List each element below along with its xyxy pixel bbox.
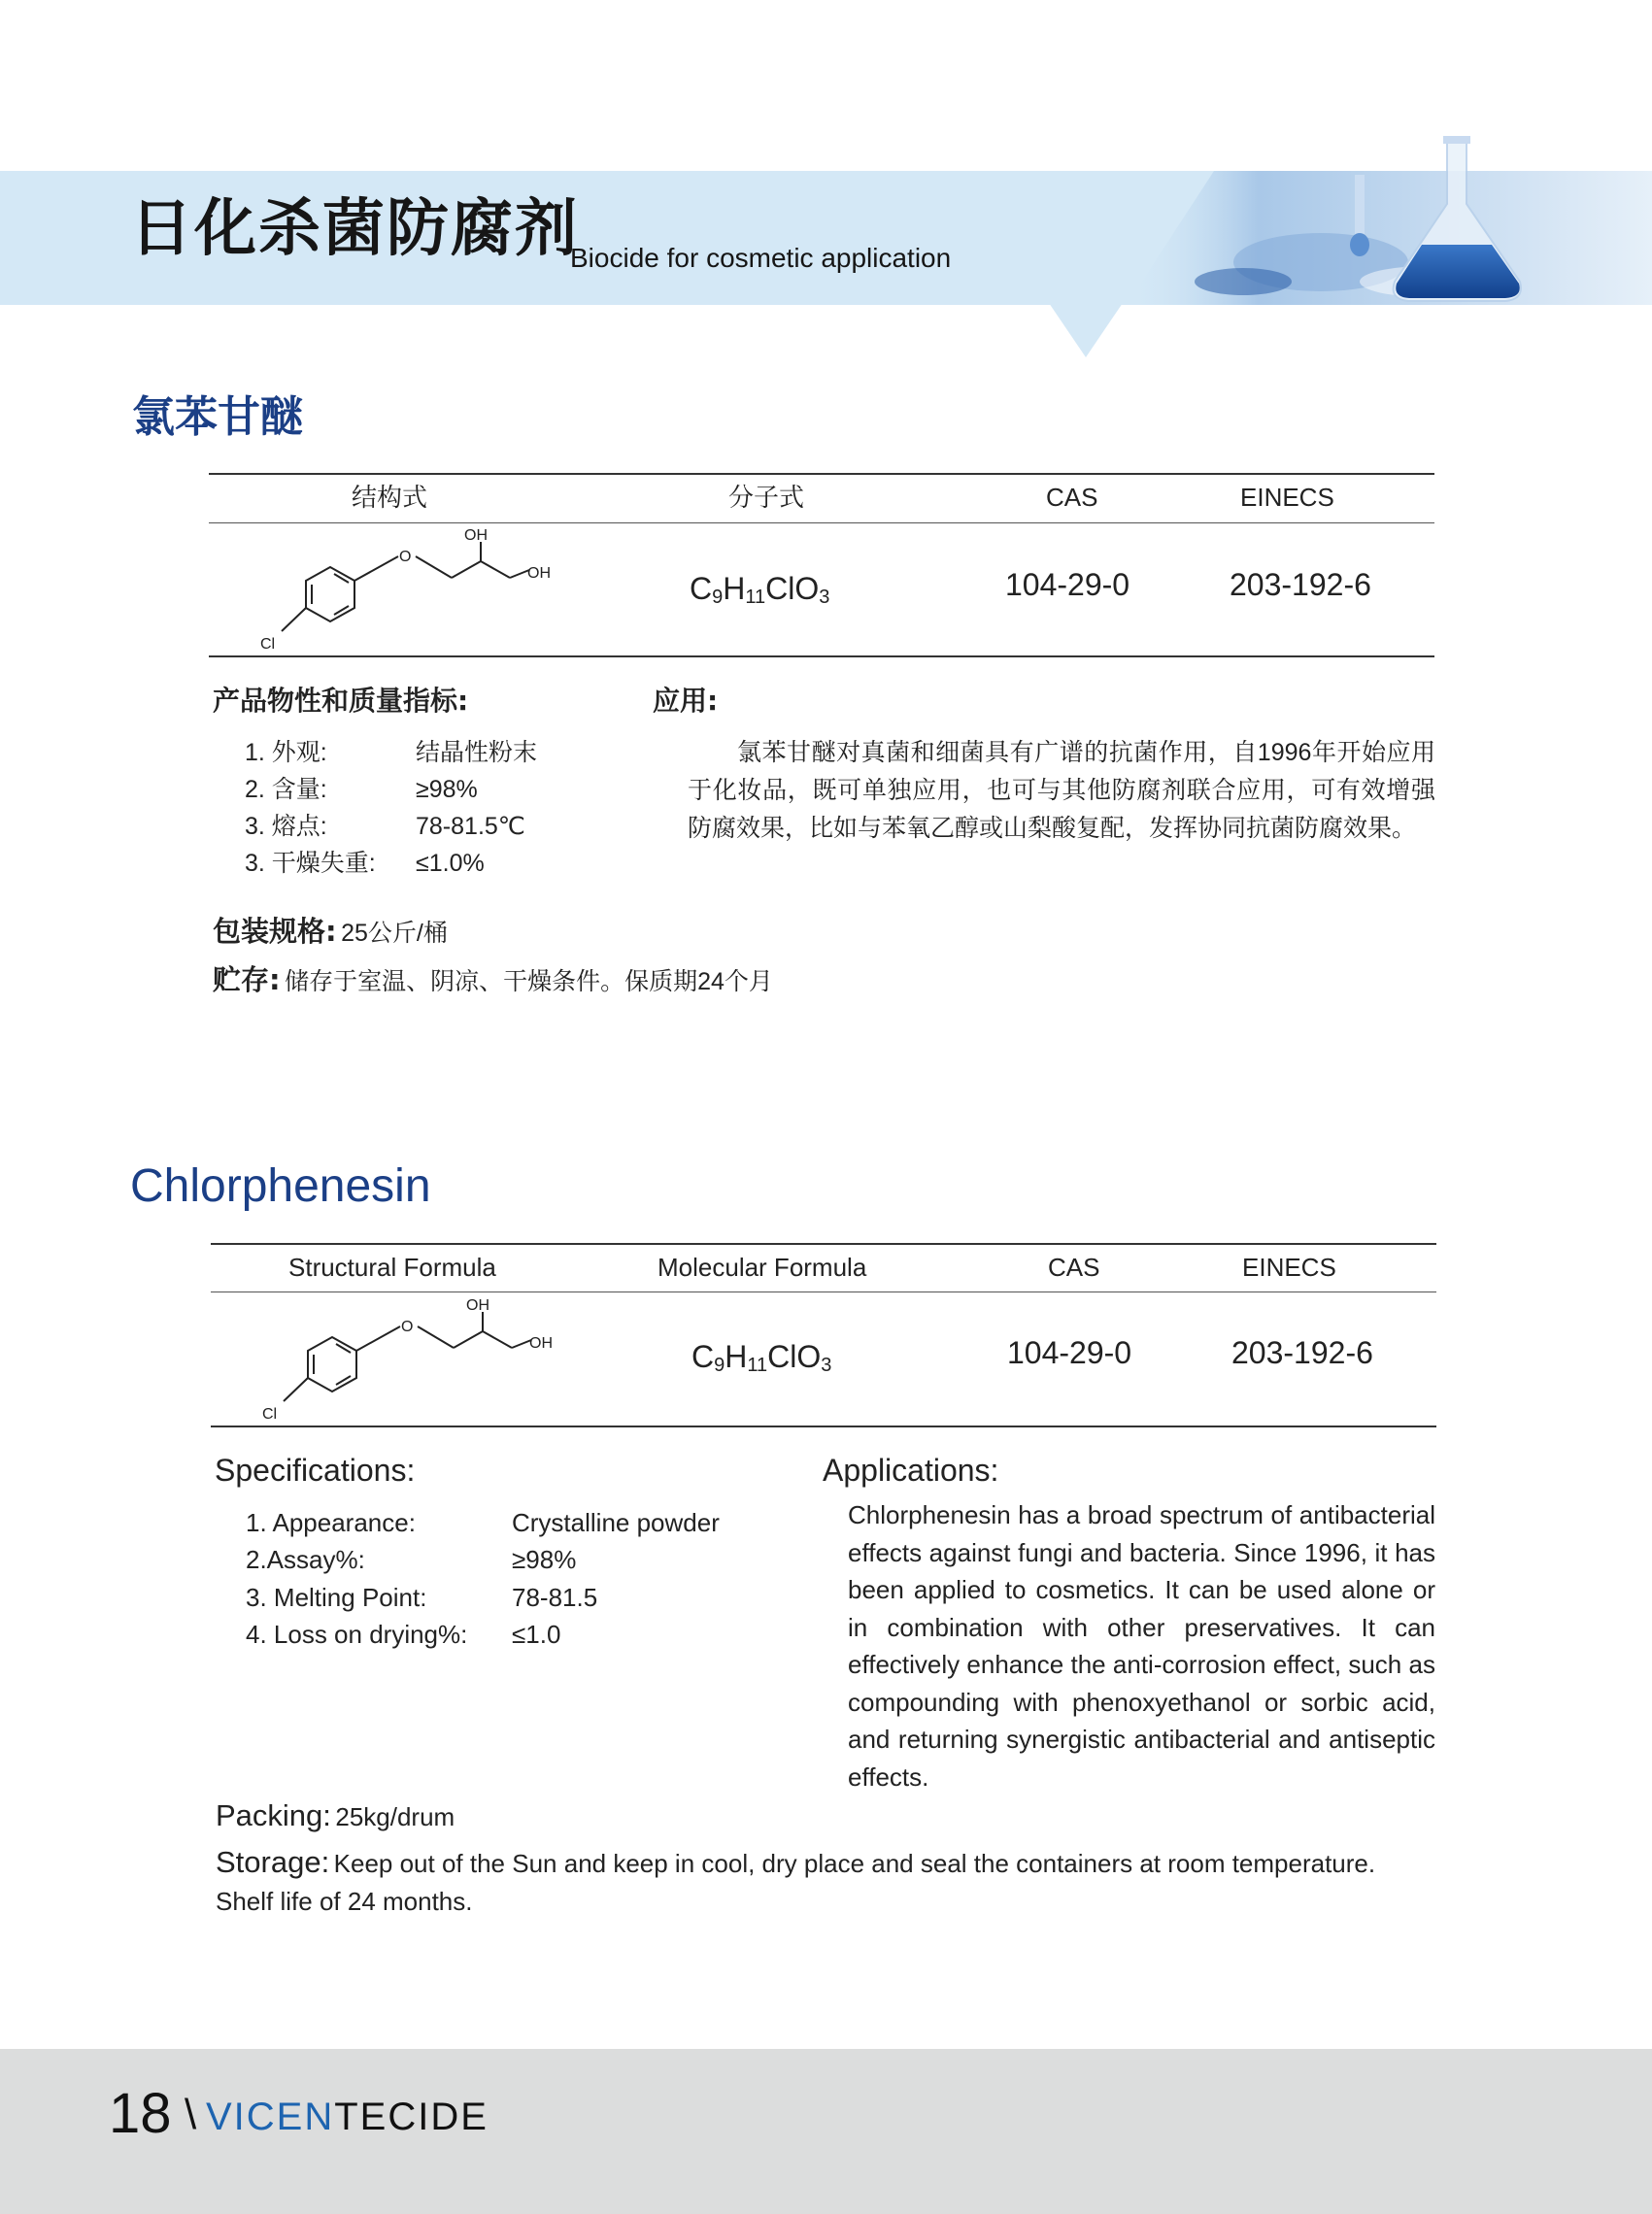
cn-struct-oh-top: OH bbox=[464, 527, 488, 544]
brand-part-1: VICEN bbox=[206, 2096, 335, 2138]
header-title-cn: 日化杀菌防腐剂 bbox=[130, 193, 579, 265]
page-number: 18 bbox=[109, 2082, 172, 2145]
en-th-structure: Structural Formula bbox=[288, 1253, 496, 1282]
en-packing-label: Packing: bbox=[216, 1798, 331, 1832]
en-struct-o: O bbox=[401, 1319, 414, 1335]
en-table-top-rule bbox=[211, 1243, 1436, 1245]
en-th-einecs: EINECS bbox=[1242, 1253, 1336, 1282]
cn-applications-text: 氯苯甘醚对真菌和细菌具有广谱的抗菌作用，自1996年开始应用于化妆品，既可单独应用，也可与其他防腐剂联合应用，可有效增强防腐效果，比如与苯氧乙醇或山梨酸复配，发挥协同抗菌防腐效果。 bbox=[688, 739, 1435, 842]
cn-applications-heading: 应用: bbox=[653, 685, 719, 717]
cn-einecs-value: 203-192-6 bbox=[1230, 567, 1371, 602]
en-packing bbox=[216, 1798, 455, 1833]
cn-spec-value: ≥98% bbox=[416, 776, 478, 803]
cn-struct-oh-right: OH bbox=[527, 565, 551, 582]
cn-th-structure: 结构式 bbox=[352, 483, 428, 512]
header-notch bbox=[1049, 303, 1123, 357]
en-spec-label: 1. Appearance: bbox=[246, 1508, 416, 1537]
cn-spec-value: 结晶性粉末 bbox=[416, 739, 538, 766]
en-table-bottom-rule bbox=[211, 1426, 1436, 1427]
cn-spec-label: 3. 熔点: bbox=[245, 813, 327, 840]
en-spec-value: ≤1.0 bbox=[512, 1620, 561, 1649]
cn-section-title: 氯苯甘醚 bbox=[132, 392, 303, 442]
cn-packing-label: 包装规格: bbox=[213, 915, 337, 948]
cn-th-cas: CAS bbox=[1046, 483, 1098, 512]
cn-structure-diagram bbox=[253, 524, 563, 653]
en-spec-label: 3. Melting Point: bbox=[246, 1583, 427, 1612]
brand-part-2: TECIDE bbox=[334, 2096, 489, 2138]
cn-table-bottom-rule bbox=[209, 655, 1434, 657]
en-structure-diagram bbox=[254, 1294, 565, 1423]
cn-spec-label: 1. 外观: bbox=[245, 739, 327, 766]
en-storage-value-2: Shelf life of 24 months. bbox=[216, 1887, 473, 1916]
en-th-cas: CAS bbox=[1048, 1253, 1100, 1282]
en-struct-oh-right: OH bbox=[529, 1335, 553, 1352]
cn-struct-cl: Cl bbox=[260, 636, 276, 653]
header-title-en: Biocide for cosmetic application bbox=[570, 243, 952, 273]
en-applications-text: Chlorphenesin has a broad spectrum of antibacterial effects against fungi and bacteria. Since 1996, it has been applied to cosmetics. It can be used alone or in combination with other preservatives. It can effectively enhance the anti-corrosion effect, such as compounding with phenoxyethanol or sorbic acid, and returning synergistic antibacterial and antiseptic effects. bbox=[848, 1500, 1435, 1792]
en-spec-value: Crystalline powder bbox=[512, 1508, 720, 1537]
cn-storage-label: 贮存: bbox=[213, 963, 281, 996]
cn-packing bbox=[213, 915, 448, 948]
cn-table-top-rule bbox=[209, 473, 1434, 475]
en-spec-value: 78-81.5 bbox=[512, 1583, 598, 1612]
cn-storage bbox=[213, 963, 773, 996]
en-struct-cl: Cl bbox=[262, 1406, 278, 1423]
cn-spec-value: 78-81.5℃ bbox=[416, 813, 525, 840]
cn-table-header-rule bbox=[209, 522, 1434, 523]
en-einecs-value: 203-192-6 bbox=[1231, 1335, 1373, 1370]
en-section-title: Chlorphenesin bbox=[130, 1160, 431, 1212]
cn-specs-heading: 产品物性和质量指标: bbox=[213, 685, 469, 717]
en-spec-value: ≥98% bbox=[512, 1545, 577, 1574]
cn-spec-label: 2. 含量: bbox=[245, 776, 327, 803]
cn-storage-value: 储存于室温、阴凉、干燥条件。保质期24个月 bbox=[285, 968, 773, 995]
cn-molecular-formula: $C_9H_{11}ClO_3$ bbox=[690, 571, 830, 608]
cn-struct-o: O bbox=[399, 549, 412, 565]
cn-spec-value: ≤1.0% bbox=[416, 850, 485, 877]
en-spec-label: 2.Assay%: bbox=[246, 1545, 365, 1574]
footer-slash: \ bbox=[185, 2091, 197, 2138]
en-molecular-formula: $C_9H_{11}ClO_3$ bbox=[691, 1339, 832, 1376]
en-packing-value: 25kg/drum bbox=[335, 1802, 455, 1831]
en-storage-value: Keep out of the Sun and keep in cool, dry place and seal the containers at room temperature. bbox=[333, 1849, 1376, 1878]
cn-packing-value: 25公斤/桶 bbox=[341, 920, 448, 947]
cn-th-einecs: EINECS bbox=[1240, 483, 1334, 512]
en-struct-oh-top: OH bbox=[466, 1297, 489, 1314]
cn-th-molecular: 分子式 bbox=[728, 483, 805, 512]
en-spec-label: 4. Loss on drying%: bbox=[246, 1620, 468, 1649]
en-storage bbox=[216, 1845, 1375, 1880]
en-specs-heading: Specifications: bbox=[215, 1453, 416, 1488]
en-cas-value: 104-29-0 bbox=[1007, 1335, 1132, 1370]
en-applications-heading: Applications: bbox=[823, 1453, 999, 1488]
en-storage-label: Storage: bbox=[216, 1845, 330, 1879]
en-th-molecular: Molecular Formula bbox=[657, 1253, 867, 1282]
cn-spec-label: 3. 干燥失重: bbox=[245, 850, 376, 877]
lab-glassware-image bbox=[1127, 136, 1652, 305]
cn-cas-value: 104-29-0 bbox=[1005, 567, 1130, 602]
footer-brand-logo bbox=[206, 2097, 489, 2136]
